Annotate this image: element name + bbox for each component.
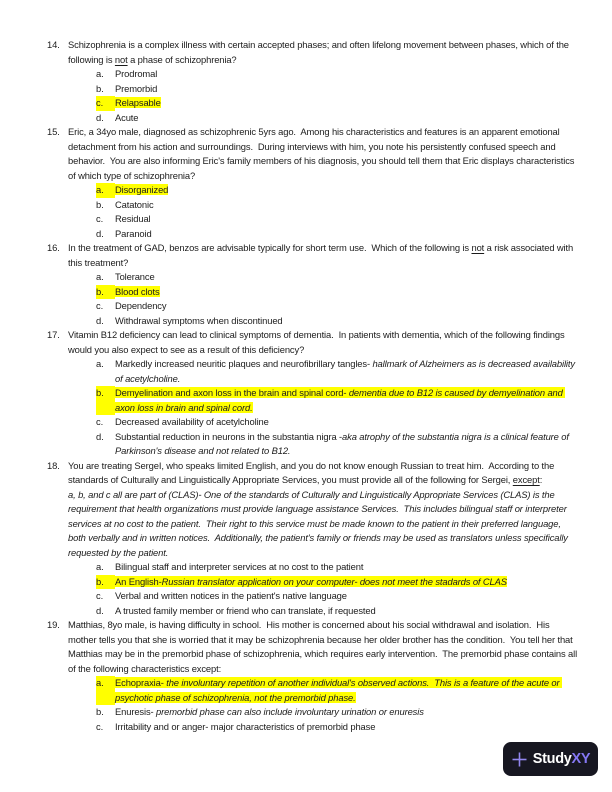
text-segment: Residual	[115, 213, 151, 224]
question-18	[47, 459, 580, 619]
option-a	[96, 357, 580, 386]
option-letter: d.	[96, 604, 104, 616]
text-segment: A trusted family member or friend who can translate, if requested	[115, 604, 376, 616]
option-b	[96, 82, 580, 97]
option-b	[96, 285, 580, 300]
option-letter: a.	[96, 68, 104, 79]
text-segment: dementia due to B12 is caused by demyelination and axon loss in brain and spinal cord.	[115, 387, 566, 413]
option-b	[96, 198, 580, 213]
option-a	[96, 270, 580, 285]
option-d	[96, 111, 580, 126]
option-text	[115, 415, 580, 430]
text-segment: Blood clots	[115, 285, 160, 297]
text-segment: aka atrophy of the substantia nigra is a clinical feature of Parkinson's disease and not related to B12.	[115, 430, 572, 456]
option-text	[115, 82, 580, 97]
option-text	[115, 96, 580, 111]
options-list	[68, 357, 580, 459]
option-letter: b.	[96, 706, 104, 717]
option-c	[96, 299, 580, 314]
option-letter: d.	[96, 430, 104, 442]
option-text	[115, 299, 580, 314]
question-prompt	[68, 618, 580, 676]
text-segment: Bilingual staff and interpreter services at no cost to the patient	[115, 561, 364, 572]
option-d	[96, 227, 580, 242]
text-segment: Schizophrenia is a complex illness with certain accepted phases; and often lifelong movement between phases, which of the following is	[68, 39, 572, 65]
options-list	[68, 560, 580, 618]
logo-brand-text	[533, 752, 591, 767]
question-body	[68, 459, 580, 619]
option-letter: b.	[96, 285, 115, 300]
option-text	[115, 705, 580, 720]
option-letter: c.	[96, 213, 104, 224]
option-b	[96, 386, 580, 415]
question-number: 14.	[47, 39, 60, 50]
options-list	[68, 67, 580, 125]
text-segment: Vitamin B12 deficiency can lead to clinical symptoms of dementia. In patients with dementia, which of the following findings would you also expect to see as a result of this deficiency?	[68, 329, 568, 355]
text-segment: Eric, a 34yo male, diagnosed as schizophrenic 5yrs ago. Among his characteristics and features is an apparent emotional detachment from his action and surroundings. During interviews with him, you note his persistently confused speech and behavior. You are also informing Eric's family members of his diagnosis, you should tell them that Eric displays characteristics of which type of schizophrenia?	[68, 126, 577, 181]
text-segment: not	[471, 242, 485, 253]
option-c	[96, 415, 580, 430]
option-a	[96, 676, 580, 705]
text-segment: Paranoid	[115, 227, 152, 239]
text-segment: Withdrawal symptoms when discontinued	[115, 314, 283, 326]
question-14	[47, 38, 580, 125]
option-text	[115, 720, 580, 735]
question-prompt	[68, 125, 580, 183]
text-segment: not	[114, 53, 128, 65]
options-list	[68, 676, 580, 734]
option-letter: b.	[96, 575, 115, 590]
question-number: 15.	[47, 126, 60, 137]
option-text	[115, 270, 580, 285]
text-segment: Relapsable	[115, 97, 161, 108]
text-segment: hallmark of Alzheimers as is decreased availability of acetylcholine.	[115, 358, 578, 384]
question-body	[68, 125, 580, 241]
question-body	[68, 618, 580, 734]
option-c	[96, 720, 580, 735]
question-15	[47, 125, 580, 241]
option-b	[96, 705, 580, 720]
option-letter: a.	[96, 358, 104, 369]
option-letter: b.	[96, 386, 115, 415]
text-segment: Dependency	[115, 300, 167, 311]
text-segment: Verbal and written notices in the patient's native language	[115, 590, 347, 601]
question-prompt	[68, 459, 580, 488]
text-segment: Substantial reduction in neurons in the substantia nigra -	[115, 430, 343, 442]
option-letter: c.	[96, 720, 104, 732]
option-letter: a.	[96, 183, 115, 198]
question-body	[68, 328, 580, 459]
text-segment: except	[512, 474, 540, 485]
text-segment: Premorbid	[115, 82, 158, 94]
text-segment: Enuresis-	[115, 706, 157, 717]
option-d	[96, 604, 580, 619]
question-number: 17.	[47, 329, 60, 340]
option-d	[96, 430, 580, 459]
text-segment: You are treating SergeI, who speaks limited English, and you do not know enough Russian to treat him. According to the standards of Culturally and Linguistically Appropriate Services, you must provide all of the following for Sergei,	[68, 459, 557, 485]
text-segment: a phase of schizophrenia?	[127, 53, 237, 65]
option-text	[115, 227, 580, 242]
option-c	[96, 96, 580, 111]
question-prompt	[68, 38, 580, 67]
questions	[47, 38, 580, 734]
text-segment: premorbid phase can also include involuntary urination or enuresis	[156, 706, 424, 717]
option-d	[96, 314, 580, 329]
text-segment: Echopraxia-	[115, 677, 167, 688]
option-letter: b.	[96, 82, 104, 94]
text-segment: Catatonic	[115, 198, 154, 210]
question-number: 18.	[47, 459, 60, 471]
question-16	[47, 241, 580, 328]
option-text	[115, 386, 580, 415]
text-segment: a, b, and c all are part of (CLAS)- One of the standards of Culturally and Linguistically Appropriate Services (CLAS) is the requirement that health organizations must provide language assistance Services. This includes bilingual staff or interpreter services at no cost to the patient. Their right to this service must be made known to the patient in their preferred language, both verbally and in written notices. Additionally, the patient's family or friends may be used as translators unless specifically requested by the patient.	[68, 488, 571, 558]
option-letter: c.	[96, 96, 115, 111]
option-a	[96, 67, 580, 82]
text-segment: Prodromal	[115, 68, 158, 79]
answer-explanation	[68, 488, 580, 561]
text-segment: An English-	[115, 575, 162, 587]
option-text	[115, 67, 580, 82]
question-number: 16.	[47, 242, 60, 253]
text-segment: Decreased availability of acetylcholine	[115, 416, 269, 427]
text-segment: Matthias, 8yo male, is having difficulty in school. His mother is concerned about his social withdrawal and isolation. His mother tells you that she is worried that it may be schizophrenia because her older brother has the condition. You tell her that Matthias may be in the premorbid phase of schizophrenia, which requires early intervention. The premorbid phase contains all of the following characteristics except:	[68, 619, 580, 674]
option-letter: a.	[96, 561, 104, 572]
option-a	[96, 560, 580, 575]
option-b	[96, 575, 580, 590]
question-number: 19.	[47, 619, 60, 630]
question-body	[68, 241, 580, 328]
option-letter: d.	[96, 227, 104, 239]
option-text	[115, 285, 580, 300]
option-text	[115, 357, 580, 386]
option-letter: b.	[96, 198, 104, 210]
plus-icon	[511, 751, 528, 768]
text-segment: Russian translator application on your computer- does not meet the stadards of CLAS	[161, 575, 507, 587]
option-a	[96, 183, 580, 198]
option-text	[115, 183, 580, 198]
option-text	[115, 604, 580, 619]
logo-text-accent: XY	[571, 750, 591, 767]
option-letter: c.	[96, 416, 104, 427]
option-text	[115, 212, 580, 227]
text-segment: In the treatment of GAD, benzos are advisable typically for short term use. Which of the following is	[68, 242, 472, 253]
text-segment: a risk associated with this treatment?	[68, 242, 576, 268]
option-letter: c.	[96, 590, 104, 601]
text-segment: Disorganized	[115, 184, 169, 195]
option-text	[115, 575, 580, 590]
option-text	[115, 111, 580, 126]
text-segment: the involuntary repetition of another individual's observed actions. This is a feature of the acute or psychotic phase of schizophrenia, not the premorbid phase.	[115, 677, 563, 703]
text-segment: :	[539, 474, 543, 485]
question-prompt	[68, 241, 580, 270]
options-list	[68, 270, 580, 328]
question-body	[68, 38, 580, 125]
option-text	[115, 676, 580, 705]
option-letter: a.	[96, 676, 115, 705]
options-list	[68, 183, 580, 241]
question-19	[47, 618, 580, 734]
option-text	[115, 560, 580, 575]
option-text	[115, 198, 580, 213]
option-text	[115, 589, 580, 604]
option-letter: c.	[96, 300, 104, 311]
text-segment: Irritability and or anger- major characteristics of premorbid phase	[115, 720, 376, 732]
logo-text-primary: Study	[532, 750, 572, 767]
text-segment: Tolerance	[115, 271, 155, 282]
option-letter: a.	[96, 271, 104, 282]
option-c	[96, 589, 580, 604]
question-prompt	[68, 328, 580, 357]
studyxy-logo	[503, 742, 598, 776]
option-text	[115, 314, 580, 329]
text-segment: Demyelination and axon loss in the brain and spinal cord-	[115, 387, 349, 398]
option-letter: d.	[96, 111, 104, 123]
option-c	[96, 212, 580, 227]
question-17	[47, 328, 580, 459]
option-text	[115, 430, 580, 459]
text-segment: Markedly increased neuritic plaques and neurofibrillary tangles-	[115, 358, 373, 369]
text-segment: Acute	[115, 111, 139, 123]
option-letter: d.	[96, 314, 104, 326]
